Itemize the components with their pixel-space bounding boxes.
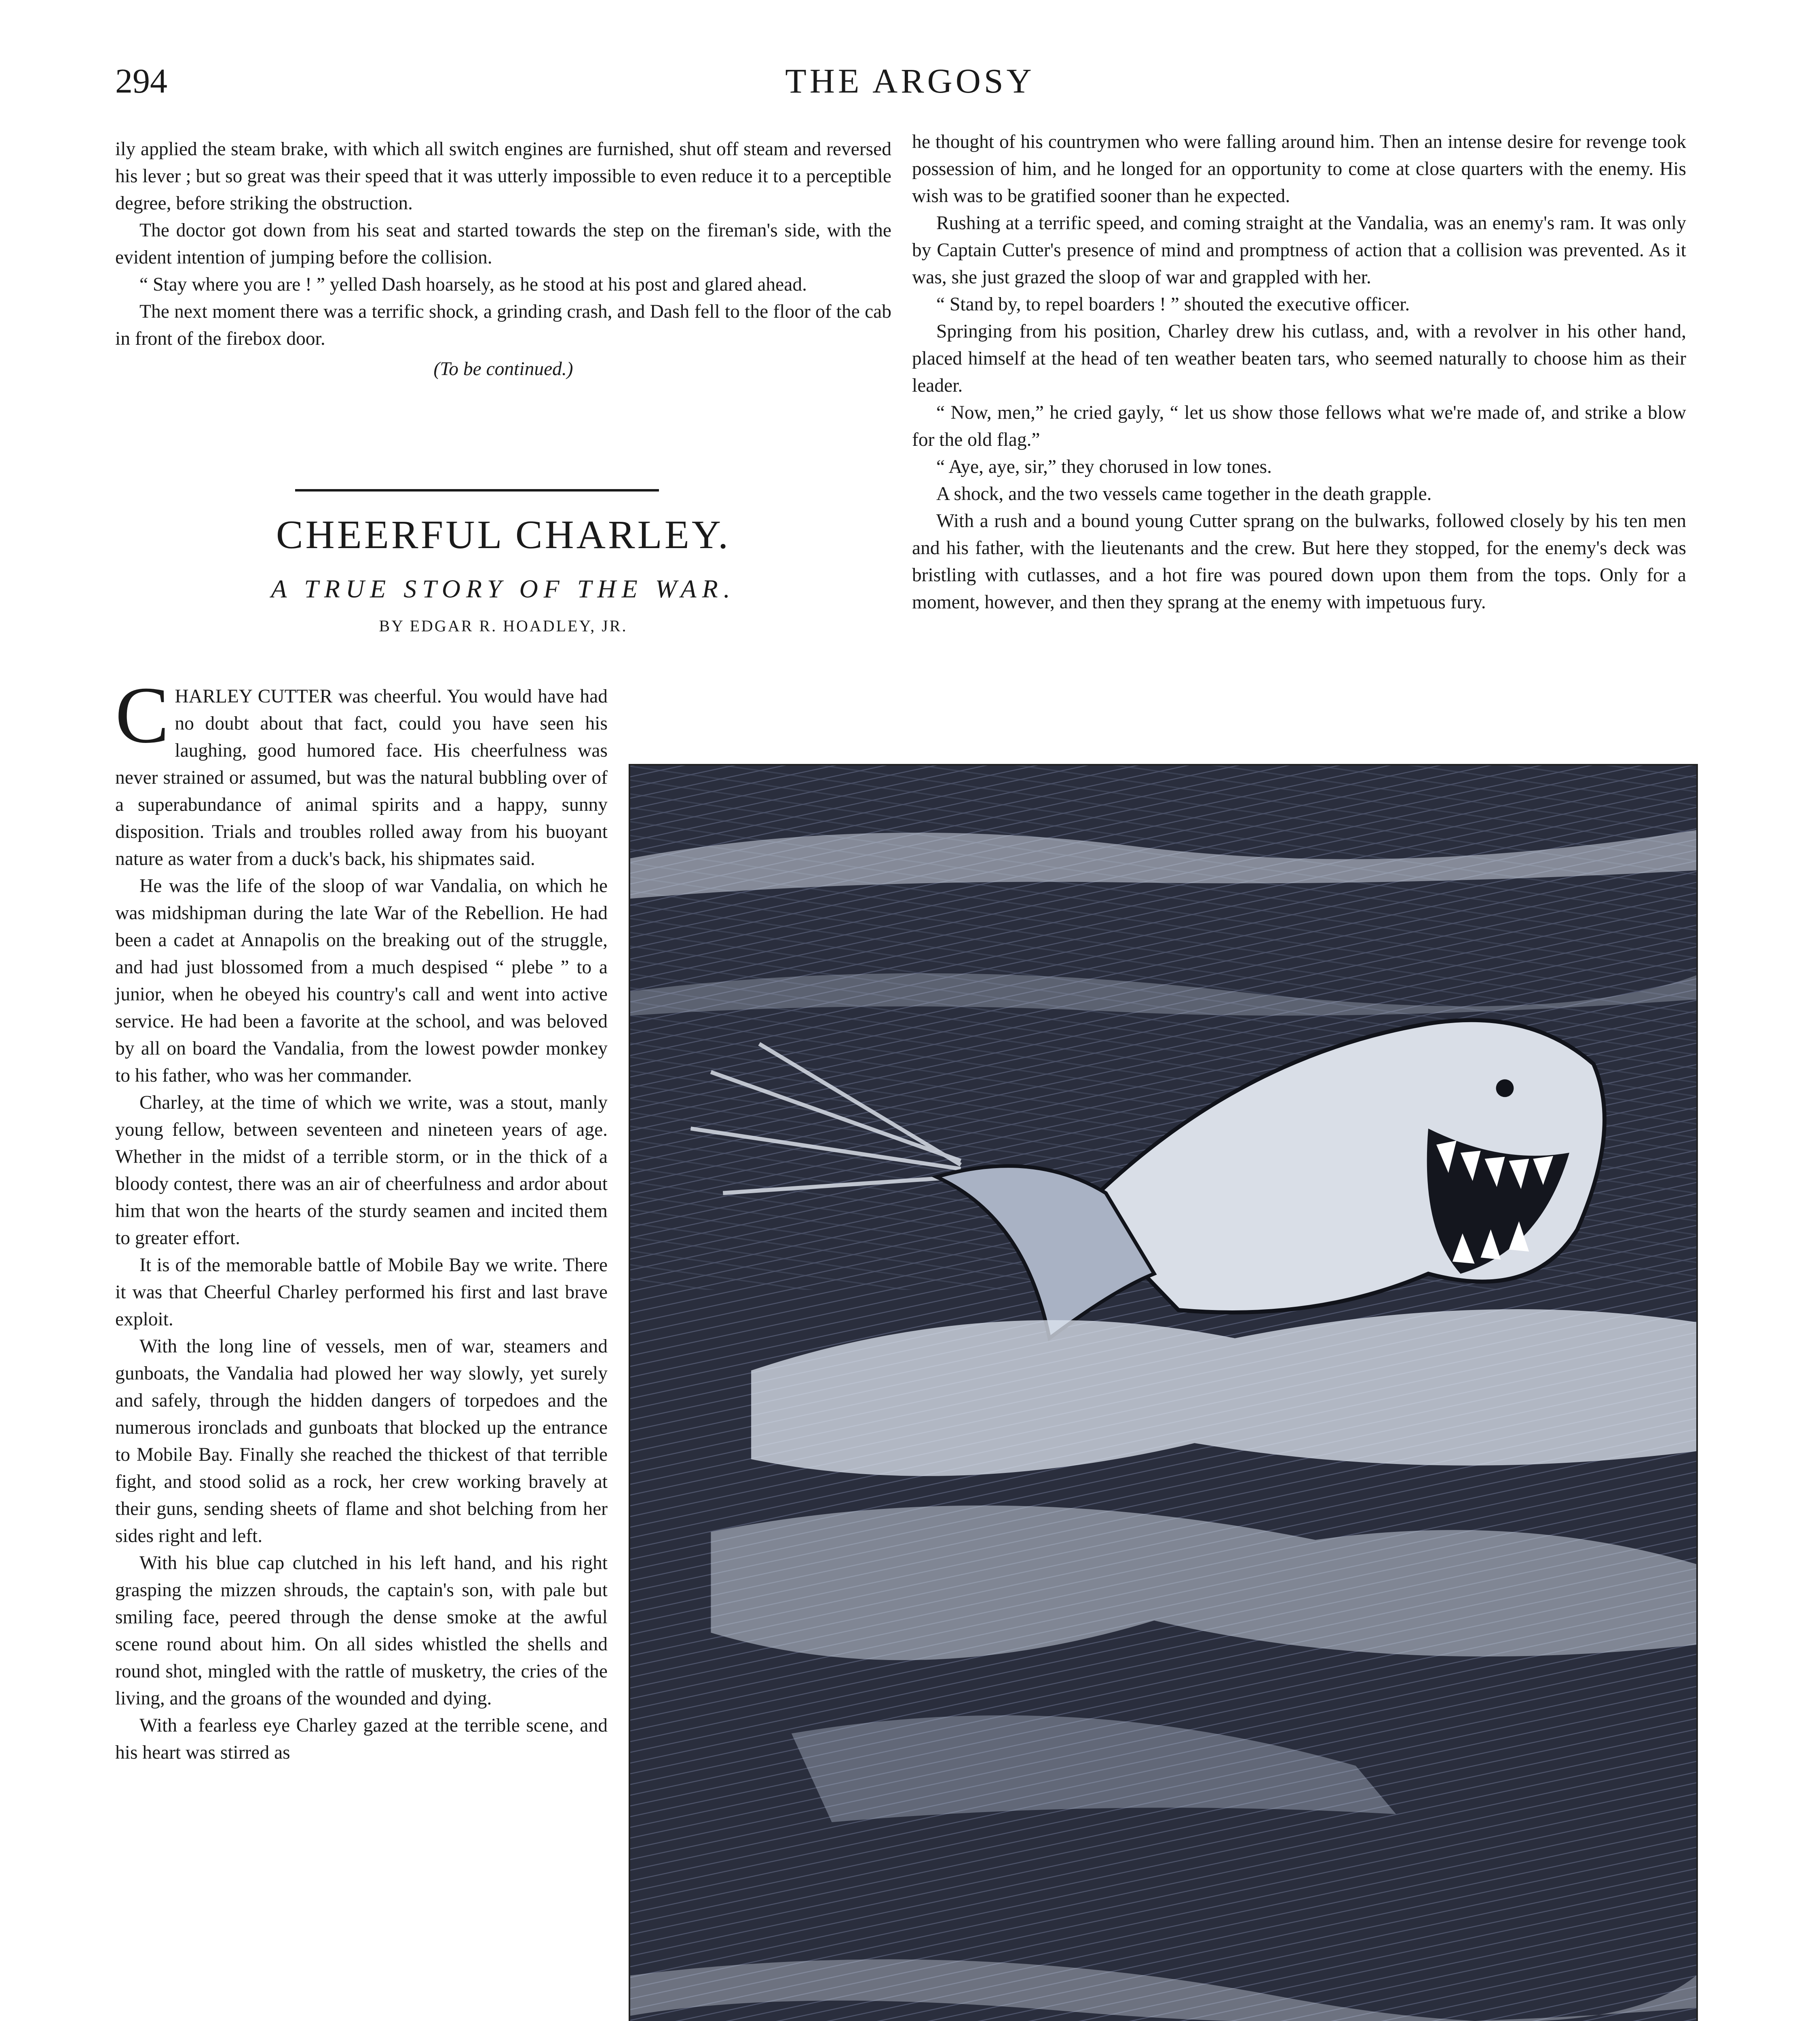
- prior-story-column: [115, 136, 891, 383]
- shark-engraving-art: [630, 766, 1696, 2021]
- story-paragraph: With the long line of vessels, men of war, steamers and gunboats, the Vandalia had plowed her way slowly, yet surely and safely, through the hidden dangers of torpedoes and the numerous ironclads and gunboats that blocked up the entrance to Mobile Bay. Finally she reached the thickest of that terrible fight, and stood solid as a rock, her crew working bravely at their guns, sending sheets of flame and shot belching from her sides right and left.: [115, 1336, 608, 1546]
- story-paragraph: Springing from his position, Charley drew his cutlass, and, with a revolver in his other hand, placed himself at the head of ten weather beaten tars, who seemed naturally to choose him as their leader.: [912, 321, 1686, 396]
- prior-paragraph: The next moment there was a terrific shock, a grinding crash, and Dash fell to the floor of the cab in front of the firebox door.: [115, 301, 891, 349]
- story-paragraph: It is of the memorable battle of Mobile Bay we write. There it was that Cheerful Charley performed his first and last brave exploit.: [115, 1255, 608, 1330]
- story-right-column: [912, 129, 1686, 616]
- prior-paragraph: ily applied the steam brake, with which all switch engines are furnished, shut off steam and reversed his lever ; but so great was their speed that it was utterly impossible to even reduce it to a perceptible degree, before striking the obstruction.: [115, 139, 891, 214]
- magazine-title: THE ARGOSY: [785, 61, 1035, 100]
- drop-cap: C: [115, 671, 169, 760]
- story-paragraph: He was the life of the sloop of war Vandalia, on which he was midshipman during the late War of the Rebellion. He had been a cadet at Annapolis on the breaking out of the struggle, and had just blossomed from a much despised “ plebe ” to a junior, when he obeyed his country's call and went into active service. He had been a favorite at the school, and was beloved by all on board the Vandalia, from the lowest powder monkey to his father, who was her commander.: [115, 875, 608, 1086]
- shark-engraving: [629, 764, 1698, 2021]
- story-paragraph: “ Stand by, to repel boarders ! ” shouted the executive officer.: [936, 294, 1410, 315]
- story-left-column: [115, 671, 608, 1766]
- story-paragraph: Charley, at the time of which we write, was a stout, manly young fellow, between seventeen and nineteen years of age. Whether in the midst of a terrible storm, or in the thick of a bloody contest, there was an air of cheerfulness and ardor about him that won the hearts of the sturdy seamen and incited them to greater effort.: [115, 1092, 608, 1249]
- story-paragraph: With a rush and a bound young Cutter sprang on the bulwarks, followed closely by his ten men and his father, with the lieutenants and the crew. But here they stopped, for the enemy's deck was bristling with cutlasses, and a hot fire was poured down upon them from the tops. Only for a moment, however, and then they sprang at the enemy with impetuous fury.: [912, 511, 1686, 613]
- story-paragraph: A shock, and the two vessels came together in the death grapple.: [936, 483, 1432, 504]
- first-paragraph-text: HARLEY CUTTER was cheerful. You would have had no doubt about that fact, could you have seen his laughing, good humored face. His cheerfulness was never strained or assumed, but was the natural bubbling over of a superabundance of animal spirits and a happy, sunny disposition. Trials and troubles rolled away from his buoyant nature as water from a duck's back, his shipmates said.: [115, 686, 608, 869]
- story-paragraph: “ Now, men,” he cried gayly, “ let us show those fellows what we're made of, and strike a blow for the old flag.”: [912, 402, 1686, 450]
- prior-paragraph: The doctor got down from his seat and started towards the step on the fireman's side, with the evident intention of jumping before the collision.: [115, 220, 891, 268]
- continued-note: (To be continued.): [433, 359, 573, 380]
- story-paragraph: With a fearless eye Charley gazed at the terrible scene, and his heart was stirred as: [115, 1715, 608, 1763]
- story-paragraph: “ Aye, aye, sir,” they chorused in low tones.: [936, 456, 1272, 477]
- story-byline: BY EDGAR R. HOADLEY, JR.: [379, 617, 628, 635]
- story-title: CHEERFUL CHARLEY.: [276, 512, 731, 557]
- shark-eye: [1496, 1079, 1514, 1097]
- story-paragraph: Rushing at a terrific speed, and coming straight at the Vandalia, was an enemy's ram. It was only by Captain Cutter's presence of mind and promptness of action that a collision was prevented. As it was, she just grazed the sloop of war and grappled with her.: [912, 213, 1686, 288]
- prior-paragraph: “ Stay where you are ! ” yelled Dash hoarsely, as he stood at his post and glared ahead.: [139, 274, 807, 295]
- story-paragraph: With his blue cap clutched in his left hand, and his right grasping the mizzen shrouds, the captain's son, with pale but smiling face, peered through the dense smoke at the awful scene round about him. On all sides whistled the shells and round shot, mingled with the rattle of musketry, the cries of the living, and the groans of the wounded and dying.: [115, 1553, 608, 1709]
- story-paragraph: he thought of his countrymen who were falling around him. Then an intense desire for revenge took possession of him, and he longed for an opportunity to come at close quarters with the enemy. His wish was to be gratified sooner than he expected.: [912, 131, 1686, 207]
- section-divider: [295, 489, 659, 492]
- story-subtitle: A TRUE STORY OF THE WAR.: [271, 574, 736, 603]
- story-first-paragraph: [115, 671, 608, 873]
- page-number: 294: [115, 61, 167, 100]
